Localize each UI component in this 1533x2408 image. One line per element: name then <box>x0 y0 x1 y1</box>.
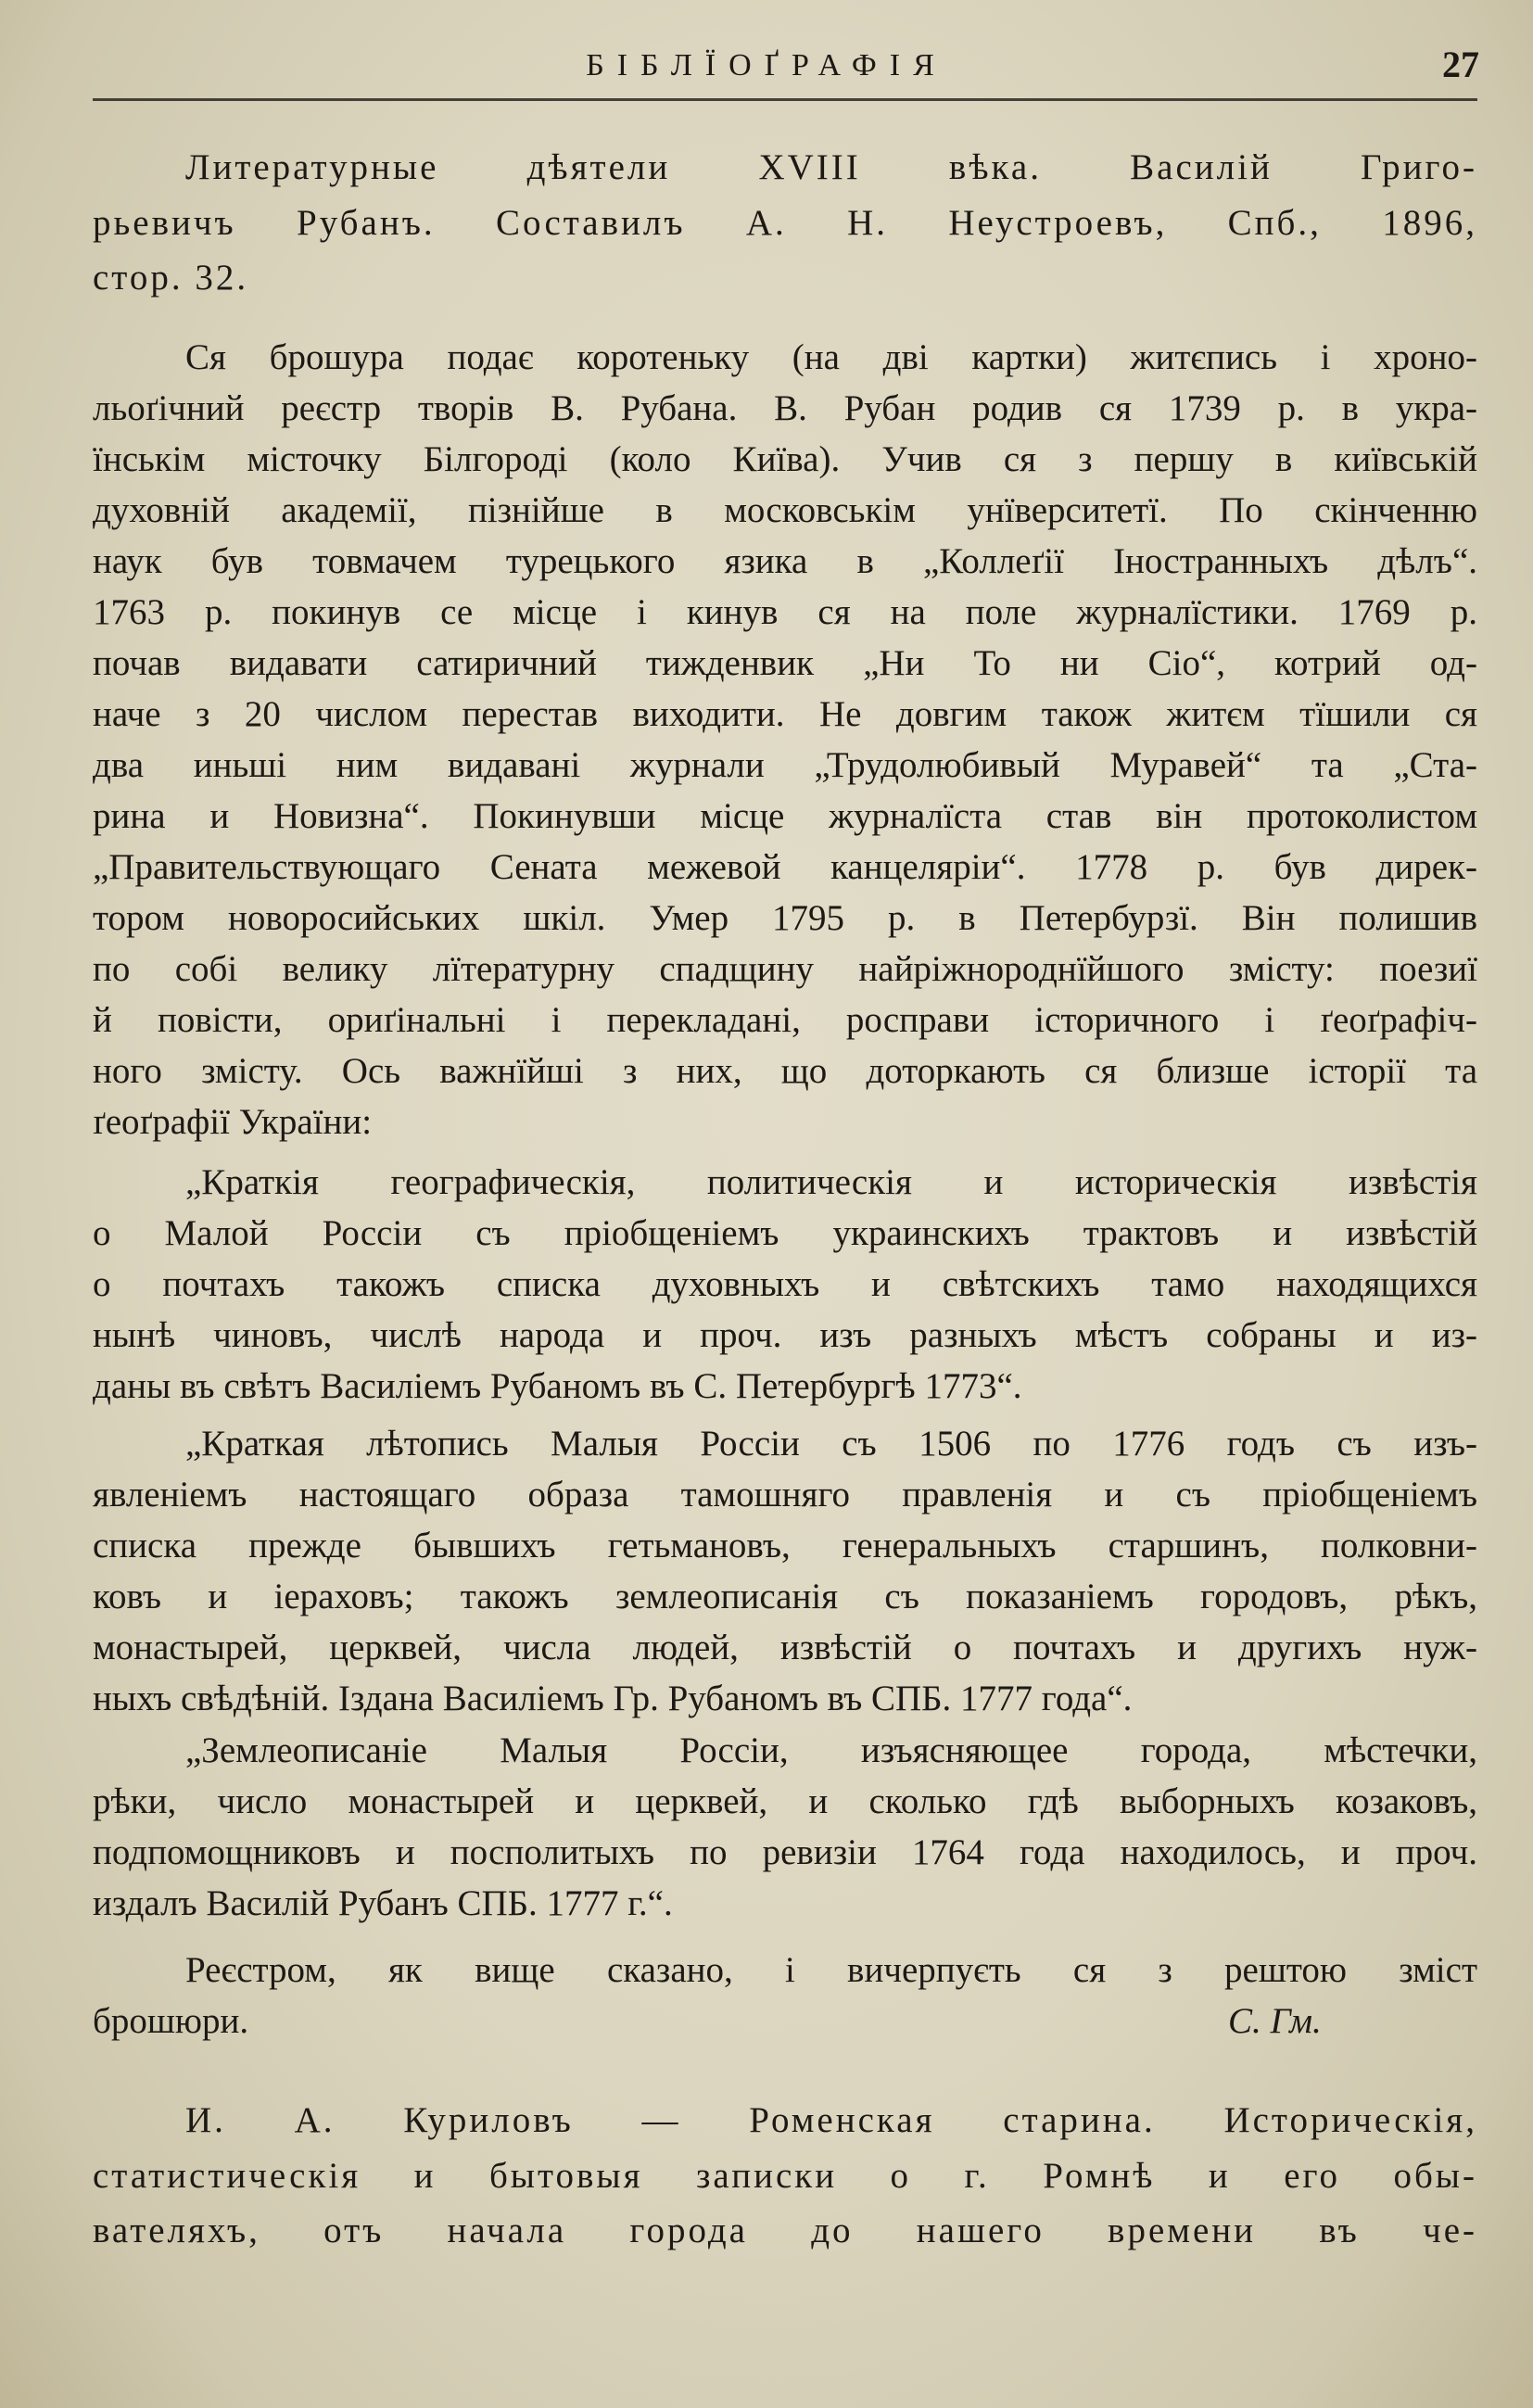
running-title: БІБЛЇОҐРАФІЯ <box>586 48 947 82</box>
text-line: о почтахъ такожъ списка духовныхъ и свѣтскихъ тамо находящихся <box>93 1264 1477 1304</box>
quote-3 <box>93 1725 1477 1929</box>
text-line: стор. 32. <box>93 258 249 298</box>
page-header <box>0 43 1533 91</box>
closing-paragraph <box>93 1945 1477 2047</box>
text-line: ныхъ свѣдѣній. Іздана Василіемъ Гр. Рубаномъ въ СПБ. 1777 года“. <box>93 1679 1133 1718</box>
text-line: ковъ и іераховъ; такожъ землеописанія съ показаніемъ городовъ, рѣкъ, <box>93 1577 1477 1616</box>
text-line: статистическія и бытовыя записки о г. Ромнѣ и его обы- <box>93 2155 1477 2196</box>
text-line: „Правительствующаго Сената межевой канцеляріи“. 1778 р. був дирек- <box>93 847 1477 887</box>
text-line: й повісти, ориґінальні і перекладані, росправи історичного і ґеоґрафіч- <box>93 1000 1477 1040</box>
text-line: „Краткая лѣтопись Малыя Россіи съ 1506 по 1776 годъ съ изъ- <box>185 1424 1477 1464</box>
text-line: „Землеописаніе Малыя Россіи, изъясняющее города, мѣстечки, <box>185 1730 1477 1770</box>
page-number: 27 <box>1442 44 1479 85</box>
text-line: льоґічний реєстр творів В. Рубана. В. Рубан родив ся 1739 р. в укра- <box>93 388 1477 428</box>
text-line: „Краткія географическія, политическія и историческія извѣстія <box>185 1162 1477 1202</box>
quote-2 <box>93 1418 1477 1724</box>
text-line: даны въ свѣтъ Василіемъ Рубаномъ въ С. Петербургѣ 1773“. <box>93 1366 1022 1406</box>
text-line: наук був товмачем турецького язика в „Коллеґії Іностранныхъ дѣлъ“. <box>93 541 1477 581</box>
entry-1-title <box>93 140 1477 306</box>
text-line: Ся брошура подає коротеньку (на дві картки) житєпись і хроно- <box>185 337 1477 377</box>
text-line: по собі велику лїтературну спадщину найріжнороднїйшого змісту: поезиї <box>93 949 1477 989</box>
text-line: вателяхъ, отъ начала города до нашего времени въ че- <box>93 2211 1477 2250</box>
entry-2-title <box>93 2093 1477 2259</box>
text-line: рина и Новизна“. Покинувши місце журналїста став він протоколистом <box>93 796 1477 836</box>
text-line: списка прежде бывшихъ гетьмановъ, генеральныхъ старшинъ, полковни- <box>93 1526 1477 1565</box>
text-line: о Малой Россіи съ пріобщеніемъ украинскихъ трактовъ и извѣстій <box>93 1213 1477 1253</box>
text-line: явленіемъ настоящаго образа тамошняго правленія и съ пріобщеніемъ <box>93 1475 1477 1515</box>
text-line: два иньші ним видавані журнали „Трудолюбивый Муравей“ та „Ста- <box>93 745 1477 785</box>
quote-1 <box>93 1157 1477 1412</box>
text-line: наче з 20 числом перестав виходити. Не довгим також житєм тїшили ся <box>93 694 1477 734</box>
text-line: ґеоґрафії України: <box>93 1102 373 1142</box>
text-line: 1763 р. покинув се місце і кинув ся на поле журналїстики. 1769 р. <box>93 592 1477 632</box>
text-line: Литературные дѣятели XVIII вѣка. Василій Григо- <box>185 147 1477 187</box>
signature: С. Гм. <box>1228 2001 1322 2041</box>
text-line: тором новоросийських шкіл. Умер 1795 р. в Петербурзї. Він полишив <box>93 898 1477 938</box>
text-line: рѣки, число монастырей и церквей, и сколько гдѣ выборныхъ козаковъ, <box>93 1781 1477 1821</box>
text-line: рьевичъ Рубанъ. Составилъ А. Н. Неустроевъ, Спб., 1896, <box>93 202 1477 243</box>
text-line: Реєстром, як вище сказано, і вичерпуєть ся з рештою зміст <box>185 1950 1477 1990</box>
entry-1-review <box>93 332 1477 1147</box>
text-line: И. А. Куриловъ — Роменская старина. Историческія, <box>185 2100 1477 2140</box>
text-line: почав видавати сатиричний тижденвик „Ни То ни Сіо“, котрий од- <box>93 643 1477 683</box>
text-line: издалъ Василій Рубанъ СПБ. 1777 г.“. <box>93 1883 673 1923</box>
text-line: духовній академії, пізнійше в московськім унїверситетї. По скінченню <box>93 490 1477 530</box>
text-line: нынѣ чиновъ, числѣ народа и проч. изъ разныхъ мѣстъ собраны и из- <box>93 1315 1477 1355</box>
text-line: ного змісту. Ось важнїйші з них, що доторкають ся близше історії та <box>93 1051 1477 1091</box>
header-rule <box>93 98 1477 101</box>
text-line: подпомощниковъ и посполитыхъ по ревизіи 1764 года находилось, и проч. <box>93 1832 1477 1872</box>
text-line: монастырей, церквей, числа людей, извѣстій о почтахъ и другихъ нуж- <box>93 1628 1477 1667</box>
text-line: брошюри. <box>93 2001 249 2041</box>
text-line: їнськім місточку Білгороді (коло Київа). Учив ся з першу в київській <box>93 439 1477 479</box>
